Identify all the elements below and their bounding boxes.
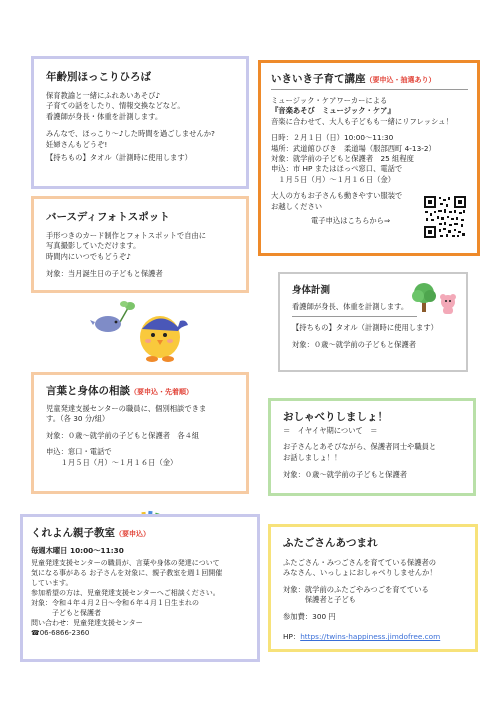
- event-target: 対象：就学前のふたごやみつごを育てている 保護者と子ども: [283, 584, 429, 605]
- event-box-ikiiki: [258, 60, 480, 256]
- homepage-link[interactable]: https://twins-happiness.jimdofree.com: [300, 632, 441, 642]
- event-target: 対象：０歳～就学前の子どもと保護者: [292, 339, 417, 349]
- event-apply: 申込：窓口・電話で １月５日（月）～１月１６日（金）: [46, 447, 178, 467]
- event-target: 対象：当月誕生日の子どもと保護者: [46, 269, 163, 279]
- qr-code-icon[interactable]: [423, 195, 467, 239]
- online-apply-link[interactable]: 電子申込はこちらから⇒: [311, 216, 391, 226]
- event-intro: 音楽に合わせて、大人も子どもも一緒にリフレッシュ！: [271, 116, 453, 126]
- event-title-row: [31, 525, 249, 540]
- event-target: 対象：０歳～就学前の子どもと保護者: [283, 470, 408, 480]
- bear-character-illustration-icon: [438, 292, 458, 314]
- event-note: 大人の方もお子さんも動きやすい服装で お越しください: [271, 191, 403, 211]
- event-box-birthday: [31, 196, 249, 293]
- event-title: いきいき子育て講座: [271, 73, 366, 85]
- event-message: みんなで、ほっこり～♪した時間を過ごしませんか? 妊婦さんもどうぞ!: [46, 129, 215, 149]
- event-tag: （要申込・抽選あり）: [365, 76, 436, 84]
- event-box-twins: [268, 524, 478, 652]
- event-description: お子さんとあそびながら、保護者同士や職員と お話しましょ！！: [283, 442, 437, 462]
- event-box-hokkori: [31, 56, 249, 189]
- event-box-measurement: [278, 272, 468, 372]
- event-description: ふたごさん・みつごさんを育てている保護者の みなさん、いっしょにおしゃべりしませんか！: [283, 558, 437, 578]
- event-subtitle: ＝ イヤイヤ期について ＝: [283, 426, 378, 435]
- event-box-kureyon: [20, 514, 260, 662]
- event-target: 対象：０歳～就学前の子どもと保護者 各４組: [46, 430, 200, 440]
- event-title: くれよん親子教室: [31, 527, 115, 539]
- chick-character-illustration-icon: [130, 305, 190, 365]
- event-box-oshaberi: [268, 398, 476, 496]
- event-homepage: [283, 622, 465, 643]
- event-title-row: [46, 383, 236, 398]
- event-title: バースディフォトスポット: [46, 211, 170, 223]
- homepage-label: HP：: [283, 632, 301, 642]
- divider: [271, 89, 468, 90]
- tree-illustration-icon: [410, 282, 438, 314]
- event-tag: （要申込・先着順）: [130, 388, 193, 396]
- event-details: 日時：２月１日（日）10:00～11:30 場所：武道館ひびき 柔道場（服部西町 4-13-2） 対象：就学前の子どもと保護者 25 組程度 申込：市 HP またはほっぺ窓口、電話で １月５日（月）～１月１６日（金）: [271, 133, 436, 184]
- event-items: 【持ちもの】タオル（計測時に使用します）: [46, 153, 192, 163]
- event-description: 看護師が身長、体重を計測します。: [292, 302, 409, 311]
- event-description: 児童発達支援センターの職員に、個別相談できま す。（各 30 分/組）: [46, 404, 207, 424]
- event-box-consultation: [31, 372, 249, 494]
- event-title: ふたごさんあつまれ: [283, 537, 378, 549]
- event-title: 年齢別ほっこりひろば: [46, 71, 151, 83]
- event-items: 【持ちもの】タオル（計測時に使用します）: [292, 323, 438, 333]
- event-schedule: 毎週木曜日 10:00～11:30: [31, 546, 124, 555]
- event-description: 保育教諭と一緒にふれあいあそび♪ 子育ての話をしたり、情報交換などなど。 看護師が身長・体重を計測します。: [46, 91, 185, 121]
- event-description: 児童発達支援センターの職員が、言葉や身体の発達について 気になる事がある お子さんを対象に、親子教室を週１回開催 しています。 参加希望の方は、児童発達支援センターへご相談ください。 対象：令和４年４月２日～令和６年４月１日生まれの 子どもと保護者 問い合わせ：児童発達支援センター ☎06-6866-2360: [31, 559, 223, 638]
- event-program-name: 『音楽あそび ミュージック・ケア』: [271, 106, 395, 116]
- event-title: 言葉と身体の相談: [46, 385, 130, 397]
- event-title: 身体計測: [292, 285, 331, 296]
- event-fee: 参加費：300 円: [283, 611, 336, 621]
- event-subtitle: ミュージック・ケアワーカーによる: [271, 96, 388, 105]
- event-description: 手形つきのカード制作とフォトスポットで自由に 写真撮影していただけます。 時間内にいつでもどうぞ♪: [46, 231, 207, 261]
- event-tag: （要申込）: [115, 530, 150, 538]
- event-title: おしゃべりしましょ！: [283, 411, 388, 423]
- divider: [292, 316, 417, 317]
- event-title-row: [271, 71, 468, 86]
